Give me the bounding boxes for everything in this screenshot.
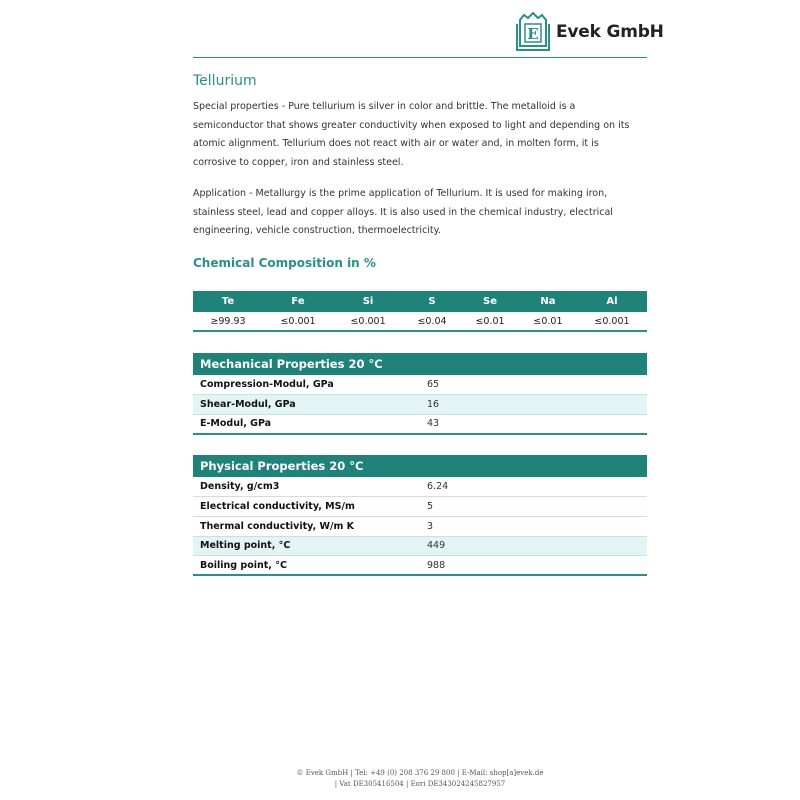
property-value: 43 <box>427 414 647 434</box>
property-value: 16 <box>427 395 647 415</box>
property-value: 65 <box>427 375 647 395</box>
page-title: Tellurium <box>193 73 257 89</box>
element-header: Al <box>577 291 647 312</box>
chemical-header-row <box>193 291 647 312</box>
property-label: Melting point, °C <box>193 536 427 556</box>
chemical-composition-heading: Chemical Composition in % <box>193 256 376 270</box>
footer-contact: © Evek GmbH | Tel: +49 (0) 208 376 29 800 | E-Mail: shop[a]evek.de <box>296 769 544 777</box>
element-value: ≤0.01 <box>519 312 577 331</box>
physical-properties-heading: Physical Properties 20 °C <box>193 455 647 477</box>
application-paragraph: Application - Metallurgy is the prime application of Tellurium. It is used for making iron, stainless steel, lead and copper alloys. It is also used in the chemical industry, electrical engineering, vehicle construction, thermoelectricity. <box>193 188 613 237</box>
physical-properties-table <box>193 455 647 576</box>
property-label: E-Modul, GPa <box>193 414 427 434</box>
property-label: Thermal conductivity, W/m K <box>193 516 427 536</box>
element-header: Se <box>461 291 519 312</box>
element-header: Si <box>333 291 403 312</box>
property-label: Electrical conductivity, MS/m <box>193 497 427 517</box>
table-row <box>193 516 647 536</box>
mechanical-properties-table <box>193 353 647 435</box>
property-value: 3 <box>427 516 647 536</box>
property-label: Compression-Modul, GPa <box>193 375 427 395</box>
property-label: Density, g/cm3 <box>193 477 427 497</box>
element-value: ≥99.93 <box>193 312 263 331</box>
element-header: Na <box>519 291 577 312</box>
footer <box>0 768 800 789</box>
table-row <box>193 395 647 415</box>
svg-text:E: E <box>527 25 539 43</box>
chemical-values-row <box>193 312 647 331</box>
property-value: 988 <box>427 556 647 576</box>
element-value: ≤0.01 <box>461 312 519 331</box>
logo <box>515 12 664 52</box>
table-row <box>193 556 647 576</box>
property-label: Shear-Modul, GPa <box>193 395 427 415</box>
property-value: 5 <box>427 497 647 517</box>
property-value: 6.24 <box>427 477 647 497</box>
chemical-composition-table <box>193 291 647 332</box>
footer-registration: | Vat DE305416504 | Eori DE343024245827957 <box>334 779 506 788</box>
table-heading-row <box>193 455 647 477</box>
property-value: 449 <box>427 536 647 556</box>
element-header: Fe <box>263 291 333 312</box>
evek-e-crest-logo-icon <box>515 12 551 52</box>
element-header: Te <box>193 291 263 312</box>
table-heading-row <box>193 353 647 375</box>
table-row <box>193 375 647 395</box>
element-value: ≤0.001 <box>263 312 333 331</box>
element-value: ≤0.001 <box>333 312 403 331</box>
mechanical-properties-heading: Mechanical Properties 20 °C <box>193 353 647 375</box>
element-header: S <box>403 291 461 312</box>
element-value: ≤0.001 <box>577 312 647 331</box>
element-value: ≤0.04 <box>403 312 461 331</box>
table-row <box>193 497 647 517</box>
special-properties-paragraph: Special properties - Pure tellurium is silver in color and brittle. The metalloid is a semiconductor that shows greater conductivity when exposed to light and depending on its atomic alignment. Tellurium does not react with air or water and, in molten form, it is corrosive to copper, iron and stainless steel. <box>193 101 630 169</box>
table-row <box>193 477 647 497</box>
table-row <box>193 414 647 434</box>
header-divider <box>193 57 647 58</box>
table-row <box>193 536 647 556</box>
brand-name: Evek GmbH <box>556 22 664 42</box>
property-label: Boiling point, °C <box>193 556 427 576</box>
